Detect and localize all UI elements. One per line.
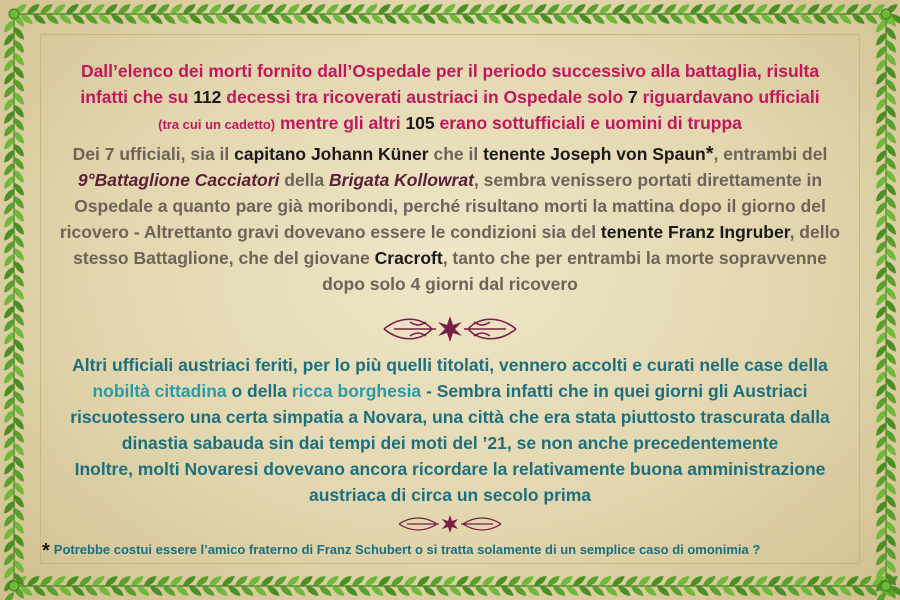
para1-small-note: (tra cui un cadetto) [158, 117, 276, 132]
paragraph-officers [55, 141, 845, 297]
small-star-ornament [442, 515, 458, 533]
footnote-star: * [42, 540, 50, 562]
para1-text-2: decessi tra ricoverati austriaci in Ospedale solo [221, 87, 628, 107]
para1-text-3: riguardavano ufficiali [637, 87, 820, 107]
officer-name-spaun: tenente Joseph von Spaun [483, 144, 706, 164]
para2-text-7: , tanto che per entrambi la morte sopravvenne dopo solo 4 giorni dal ricovero [322, 248, 827, 294]
para1-text-4: mentre gli altri [275, 113, 406, 133]
highlight-bourgeoisie: ricca borghesia [291, 381, 422, 401]
para1-number-105: 105 [405, 113, 435, 133]
para3-text-1: Altri ufficiali austriaci feriti, per lo più quelli titolati, vennero accolti e curati nelle case della [72, 355, 828, 375]
para2-text-5: , sembra venissero portati direttamente in Ospedale a quanto pare già moribondi, perché risultano morti la mattina dopo il giorno del ricovero - Altrettanto gravi dovevano essere le condizioni sia del [59, 170, 826, 242]
para1-number-112: 112 [193, 87, 222, 107]
battalion-name: 9°Battaglione Cacciatori [77, 170, 280, 190]
laurel-leaf [2, 590, 17, 600]
para2-text-2: che il [428, 144, 484, 164]
para2-text-1: Dei 7 ufficiali, sia il [72, 144, 235, 164]
highlight-nobility: nobiltà cittadina [92, 381, 227, 401]
para2-text-6: , dello stesso Battaglione, che del giovane [73, 222, 841, 268]
para1-text-1: Dall’elenco dei morti fornito dall’Ospedale per il periodo successivo alla battaglia, risulta infatti che su [80, 61, 820, 107]
corner-rosette [9, 9, 19, 19]
para2-text-4: della [279, 170, 330, 190]
corner-rosette [881, 9, 891, 19]
para3-line-2: Inoltre, molti Novaresi dovevano ancora ricordare la relativamente buona amministrazione austriaca di circa un secolo prima [74, 459, 826, 505]
officer-name-ingruber: tenente Franz Ingruber [600, 222, 790, 242]
brigade-name: Brigata Kollowrat [329, 170, 474, 190]
corner-rosette [881, 581, 891, 591]
officer-name-cracroft: Cracroft [374, 248, 443, 268]
para1-text-5: erano sottufficiali e uomini di truppa [434, 113, 742, 133]
para1-number-7: 7 [628, 87, 638, 107]
star-ornament [438, 316, 462, 342]
para3-text-2: o della [226, 381, 292, 401]
footnote-text: Potrebbe costui essere l’amico fraterno di Franz Schubert o si tratta solamente di un semplice caso di omonimia ? [53, 542, 761, 557]
paragraph-casualties [55, 58, 845, 138]
corner-rosette [9, 581, 19, 591]
para2-text-3: , entrambi del [713, 144, 828, 164]
ornament-divider-small [395, 512, 505, 536]
footnote [42, 540, 872, 563]
paragraph-nobility [55, 352, 845, 508]
ornament-divider-large [380, 312, 520, 346]
footnote-marker: * [705, 143, 714, 165]
para3-text-3: - Sembra infatti che in quei giorni gli Austriaci riscuotessero una certa simpatia a Novara, una città che era stata piuttosto trascurata dalla dinastia sabauda sin dai tempi dei moti del ’21, se non anche precedentemente [70, 381, 830, 453]
officer-name-kuner: capitano Johann Küner [234, 144, 429, 164]
